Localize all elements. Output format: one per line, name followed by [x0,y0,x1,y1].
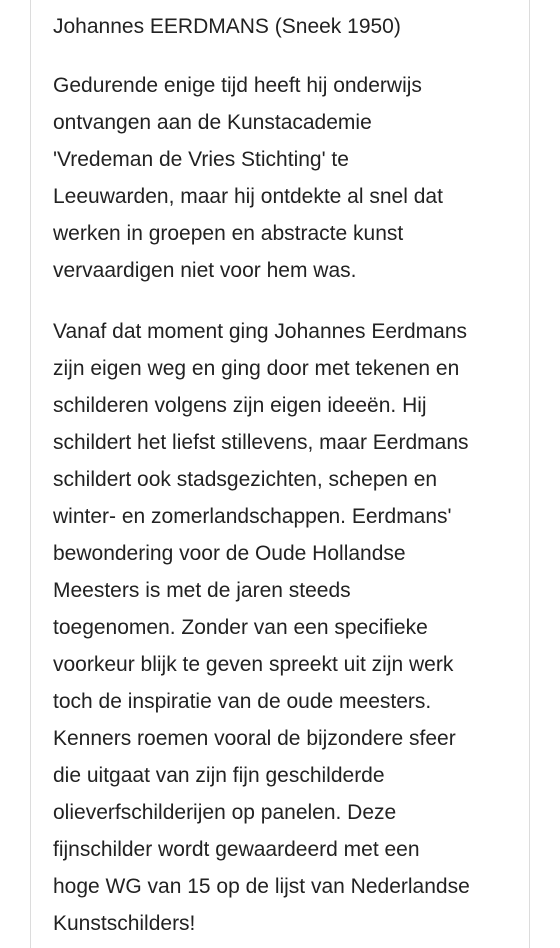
text-line: Kunstschilders! [53,912,196,935]
text-line: voorkeur blijk te geven spreekt uit zijn werk [53,653,454,676]
paragraph-education [53,67,513,289]
text-line: bewondering voor de Oude Hollandse [53,542,406,565]
text-line: Leeuwarden, maar hij ontdekte al snel dat [53,185,443,208]
text-line: Meesters is met de jaren steeds [53,579,351,602]
text-line: Vanaf dat moment ging Johannes Eerdmans [53,320,468,343]
text-line: ontvangen aan de Kunstacademie [53,111,372,134]
text-line: schilderen volgens zijn eigen ideeën. Hij [53,394,427,417]
article-body [53,0,513,942]
text-line: werken in groepen en abstracte kunst [53,222,404,245]
text-line: schildert het liefst stillevens, maar Eerdmans [53,431,469,454]
text-line: toegenomen. Zonder van een specifieke [53,616,428,639]
text-line: 'Vredeman de Vries Stichting' te [53,148,349,171]
text-line: vervaardigen niet voor hem was. [53,259,357,282]
paragraph-career [53,313,513,942]
artist-heading: Johannes EERDMANS (Sneek 1950) [53,15,401,38]
text-line: olieverfschilderijen op panelen. Deze [53,801,397,824]
text-line: Gedurende enige tijd heeft hij onderwijs [53,74,422,97]
text-line: die uitgaat van zijn fijn geschilderde [53,764,385,787]
text-line: winter- en zomerlandschappen. Eerdmans' [53,505,452,528]
text-line: fijnschilder wordt gewaardeerd met een [53,838,420,861]
text-line: hoge WG van 15 op de lijst van Nederlandse [53,875,470,898]
text-line: zijn eigen weg en ging door met tekenen en [53,357,460,380]
text-line: schildert ook stadsgezichten, schepen en [53,468,438,491]
text-line: Kenners roemen vooral de bijzondere sfeer [53,727,456,750]
text-line: toch de inspiratie van de oude meesters. [53,690,432,713]
